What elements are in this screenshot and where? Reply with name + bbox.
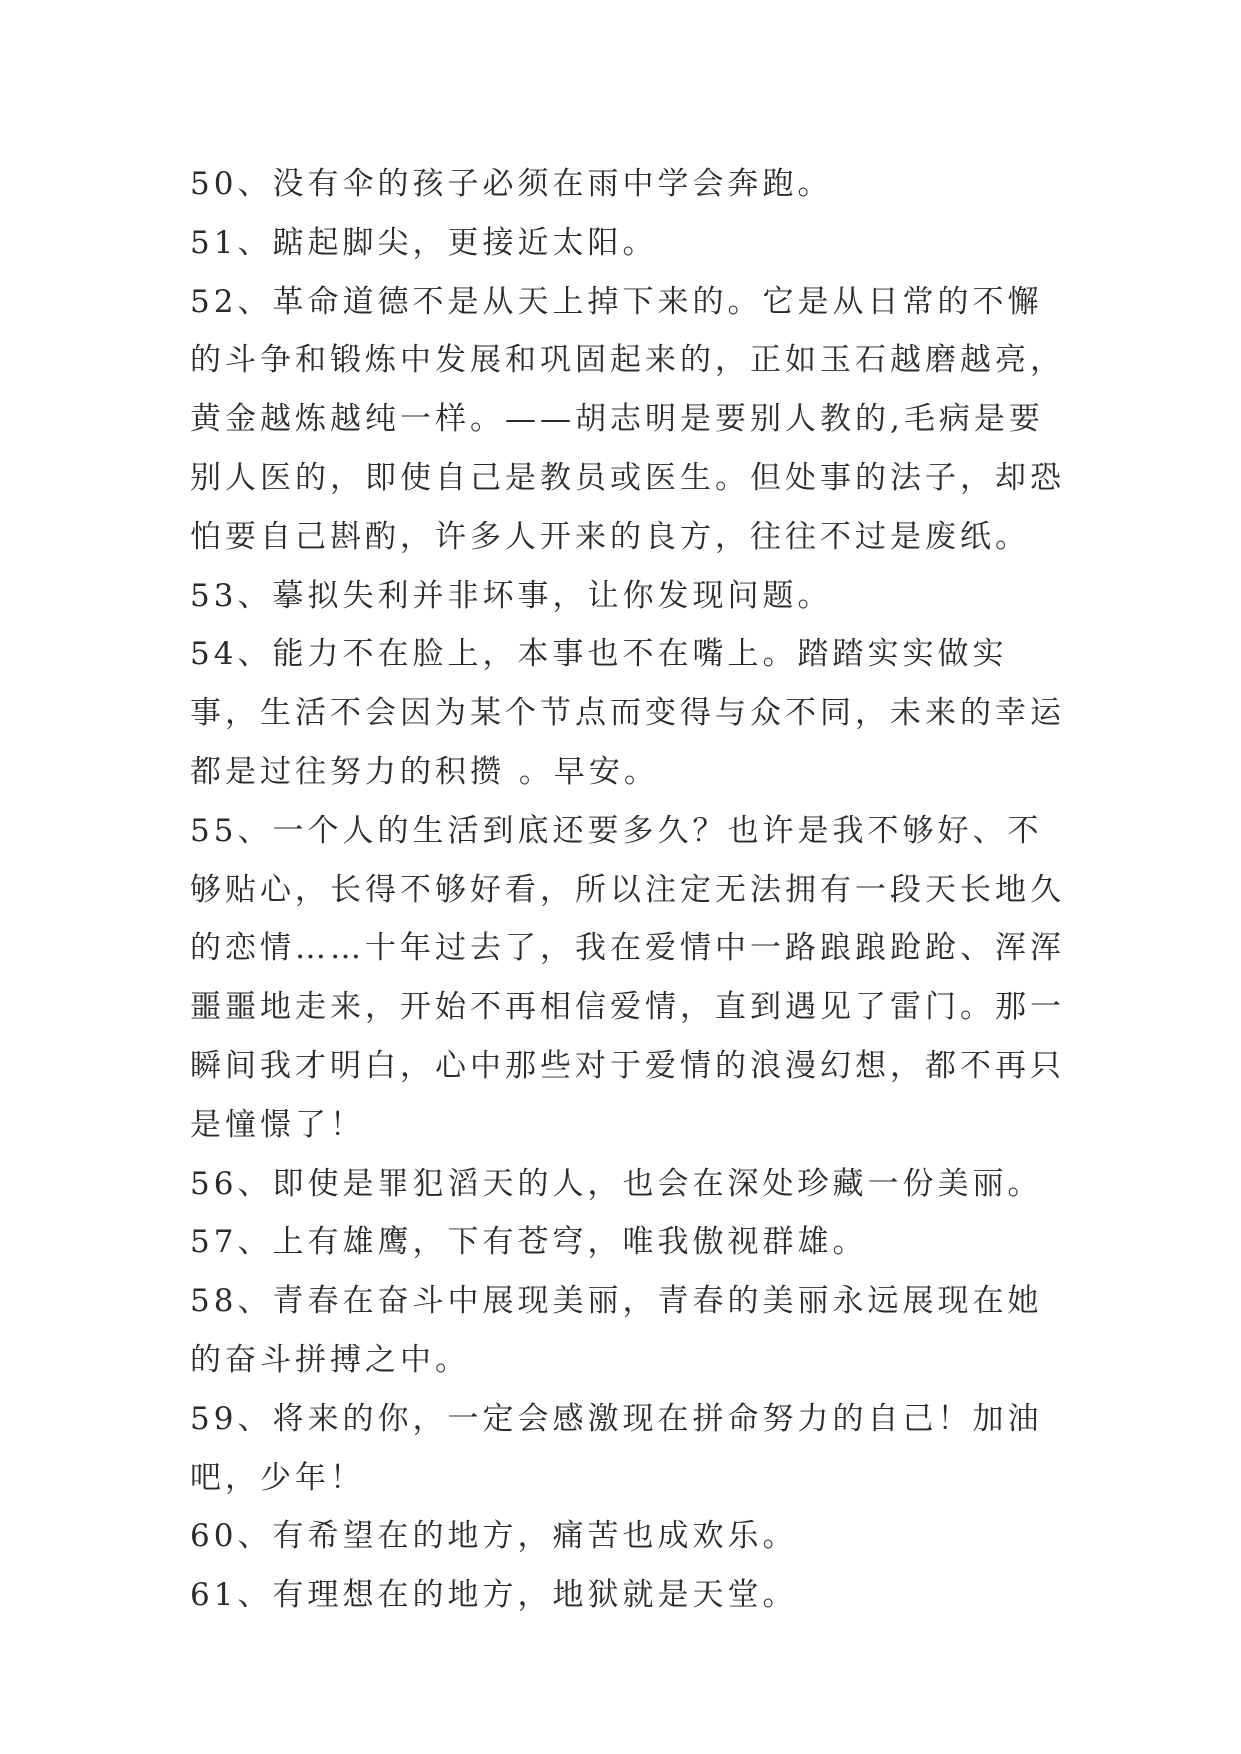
quote-entry-56: 56、即使是罪犯滔天的人，也会在深处珍藏一份美丽。 (190, 1165, 1043, 1202)
quote-entry-51: 51、踮起脚尖，更接近太阳。 (190, 224, 658, 261)
quote-entry-53: 53、摹拟失利并非坏事，让你发现问题。 (190, 577, 833, 614)
quote-entry-50: 50、没有伞的孩子必须在雨中学会奔跑。 (190, 166, 833, 202)
quote-entry-61: 61、有理想在的地方，地狱就是天堂。 (190, 1577, 798, 1614)
quote-entry-57: 57、上有雄鹰，下有苍穹，唯我傲视群雄。 (190, 1224, 868, 1261)
quote-entry-55: 55、一个人的生活到底还要多久？也许是我不够好、不够贴心，长得不够好看，所以注定无法拥有一段天长地久的恋情……十年过去了，我在爱情中一路踉踉跄跄、浑浑噩噩地走来，开始不再相信爱情，直到遇见了雷门。那一瞬间我才明白，心中那些对于爱情的浪漫幻想，都不再只是憧憬了！ (190, 812, 1065, 1143)
quote-entry-52: 52、革命道德不是从天上掉下来的。它是从日常的不懈的斗争和锻炼中发展和巩固起来的，正如玉石越磨越亮，黄金越炼越纯一样。——胡志明是要别人教的,毛病是要别人医的，即使自己是教员或医生。但处事的法子，却恐怕要自己斟酌，许多人开来的良方，往往不过是废纸。 (190, 283, 1065, 555)
quote-entry-60: 60、有希望在的地方，痛苦也成欢乐。 (190, 1518, 798, 1555)
quote-entry-54: 54、能力不在脸上，本事也不在嘴上。踏踏实实做实事，生活不会因为某个节点而变得与众不同，未来的幸运都是过往努力的积攒 。早安。 (190, 636, 1065, 790)
quote-entry-58: 58、青春在奋斗中展现美丽，青春的美丽永远展现在她的奋斗拼搏之中。 (190, 1283, 1043, 1378)
document-body (190, 155, 1070, 1625)
quote-entry-59: 59、将来的你，一定会感激现在拼命努力的自己！加油吧，少年！ (190, 1400, 1043, 1496)
